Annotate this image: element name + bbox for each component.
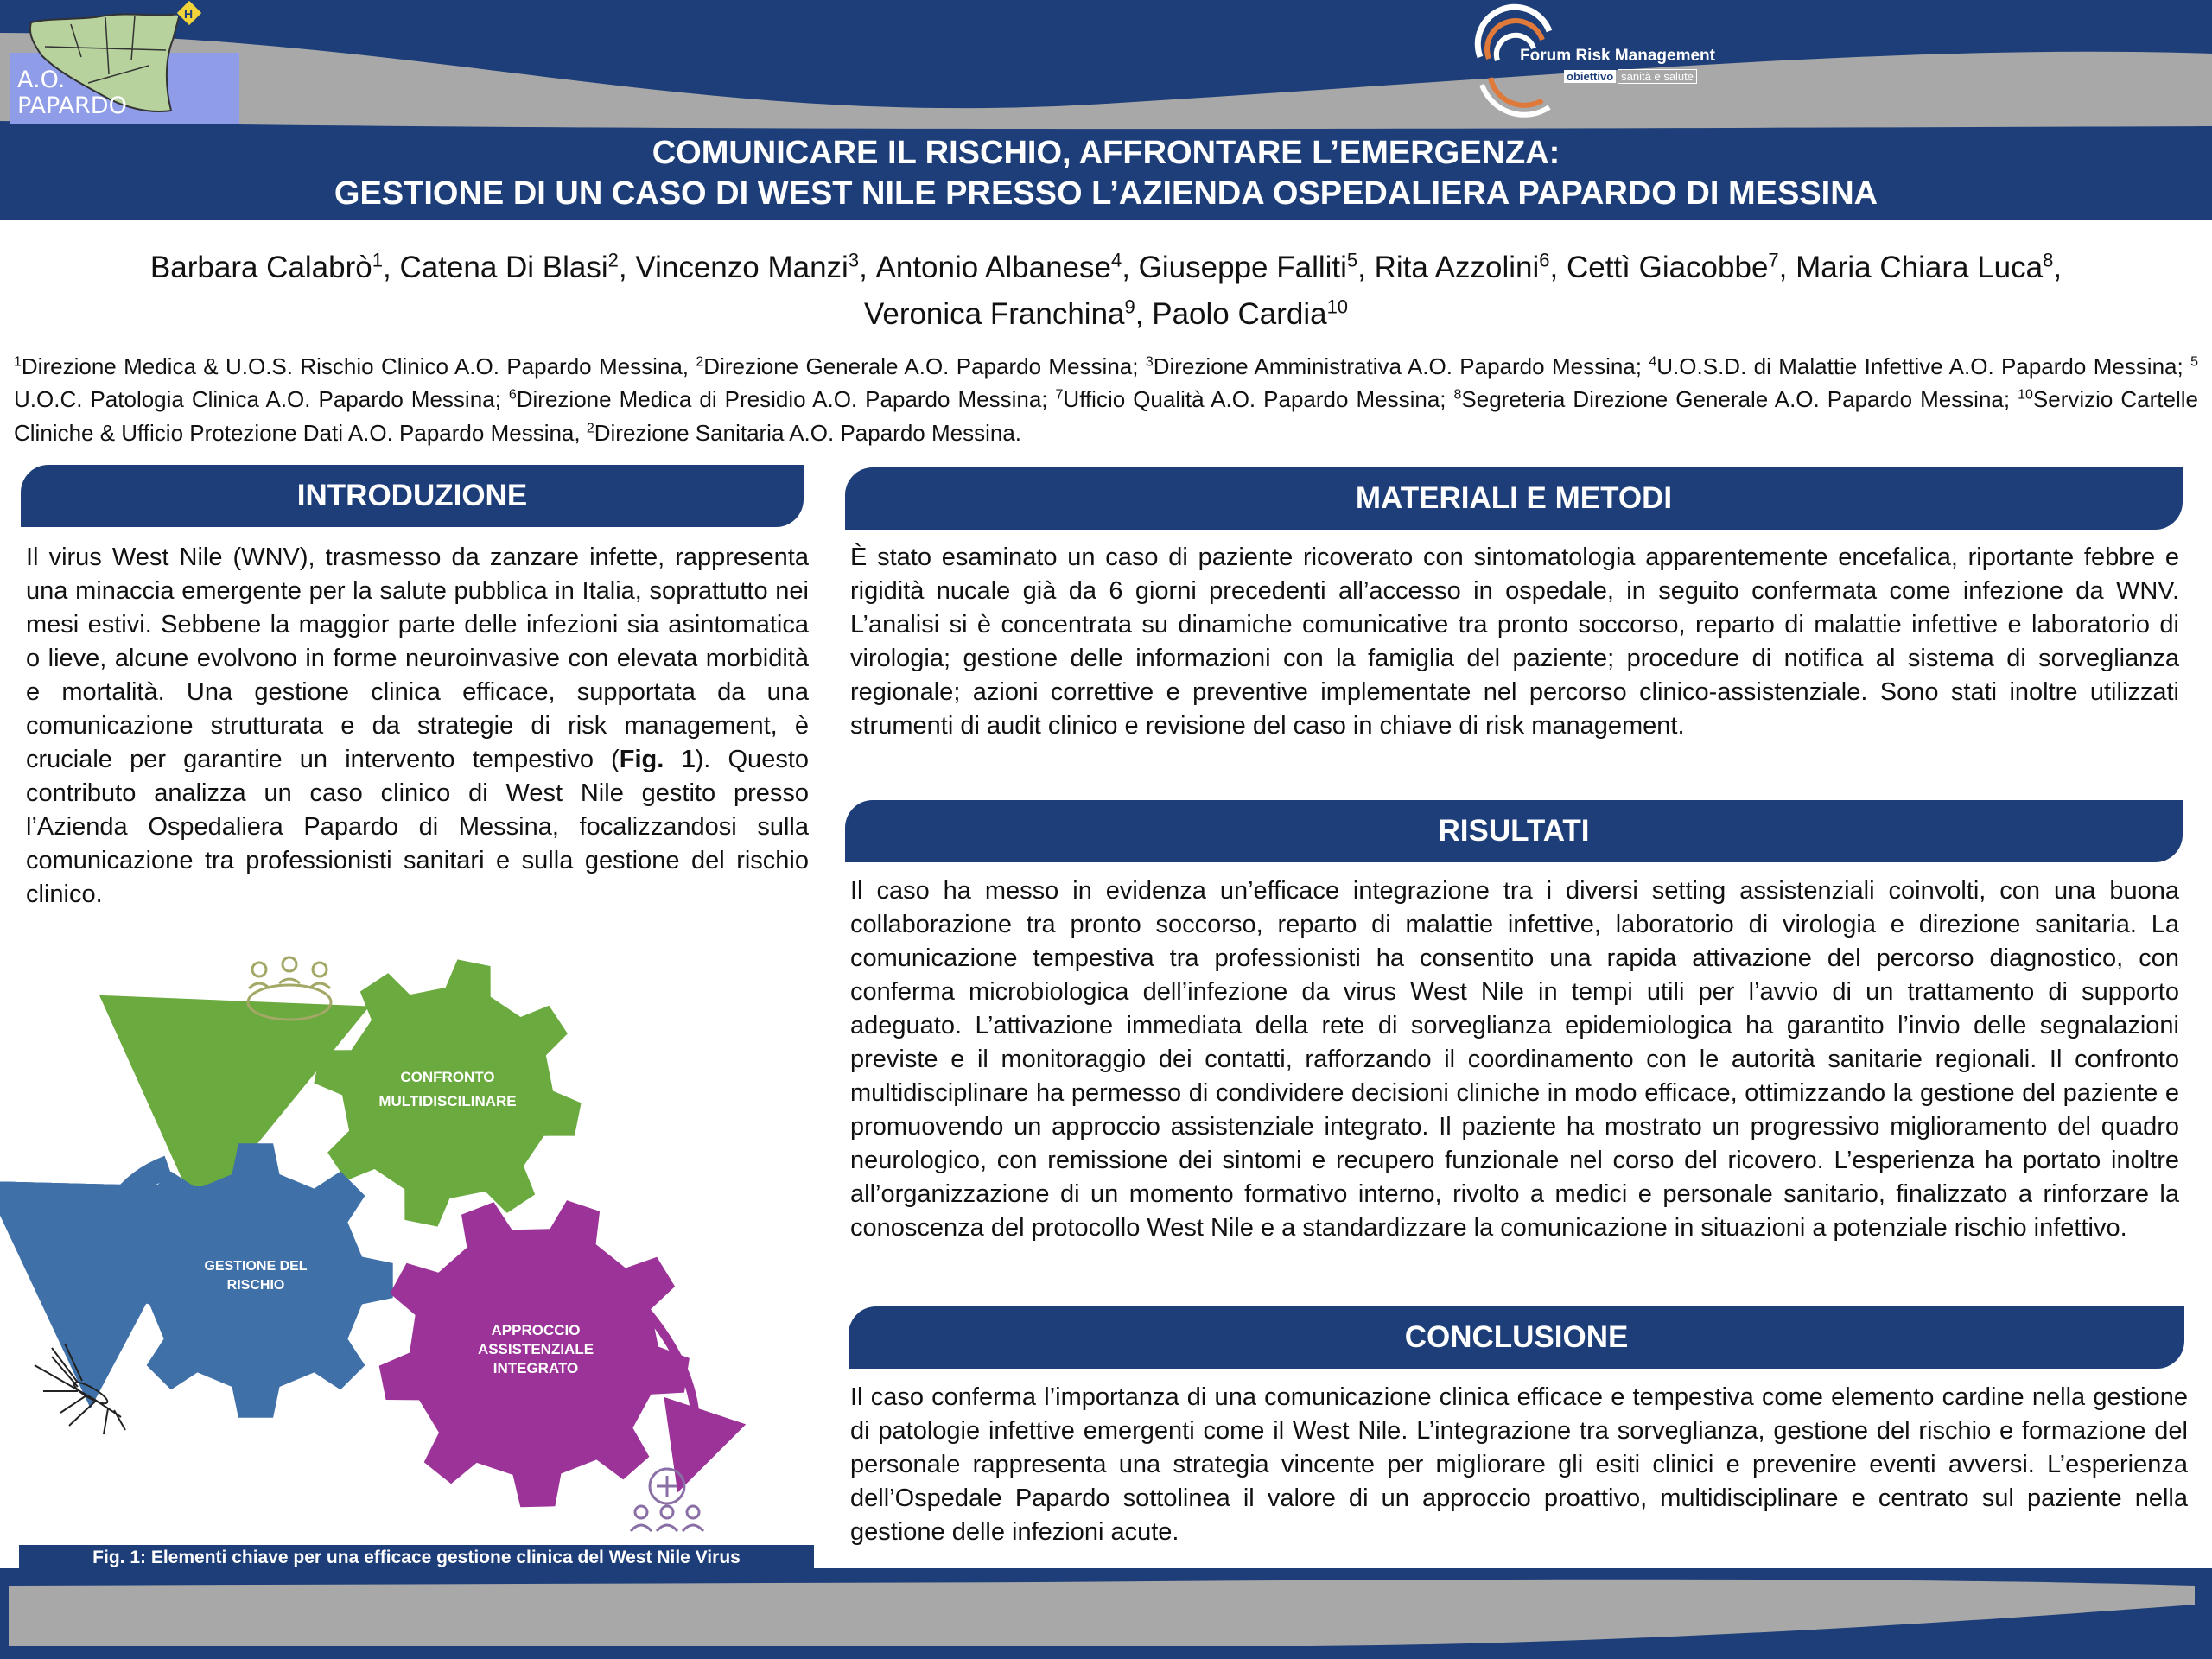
papardo-logo bbox=[10, 5, 239, 124]
conclusion-text: Il caso conferma l’importanza di una comunicazione clinica efficace e tempestiva come elemento cardine nella gestione di patologie infettive emergenti come il West Nile. L’integrazione tra sorveglianza, gestione del rischio e formazione del personale rappresenta una strategia vincente per migliorare gli esiti clinici e prevenire eventi avversi. L’esperienza dell’Ospedale Papardo sottolinea il valore di un approccio proattivo, multidisciplinare e centrato sul paziente nella gestione delle infezioni acute. bbox=[850, 1383, 2188, 1546]
forum-logo-name: Forum Risk Management bbox=[1520, 47, 1715, 65]
methods-text: È stato esaminato un caso di paziente ricoverato con sintomatologia apparentemente encefalica, riportante febbre e rigidità nucale già da 6 giorni precedenti all’accesso in ospedale, in seguito confermata come infezione da WNV. L’analisi si è concentrata su dinamiche comunicative tra pronto soccorso, reparto di malattie infettive e laboratorio di virologia; gestione delle informazioni con la famiglia del paziente; procedure di notifica al sistema di sorveglianza regionale; azioni correttive e preventive implementate nel percorso clinico-assistenziale. Sono stati inoltre utilizzati strumenti di audit clinico e revisione del caso in chiave di risk management. bbox=[850, 543, 2179, 740]
green-arrow bbox=[194, 1056, 259, 1136]
methods-heading: MATERIALI E METODI bbox=[845, 467, 2183, 530]
author: Vincenzo Manzi$^3$, bbox=[635, 249, 876, 284]
affiliation: $^2$Direzione Sanitaria A.O. Papardo Messina. bbox=[586, 419, 1022, 446]
footer-band bbox=[0, 1568, 2212, 1659]
author: Maria Chiara Luca$^8$, bbox=[1796, 249, 2063, 284]
gear-blue-label-1: GESTIONE DEL bbox=[204, 1259, 308, 1274]
affiliation: $^6$Direzione Medica di Presidio A.O. Papardo Messina; bbox=[508, 386, 1056, 413]
affiliation: $^2$Direzione Generale A.O. Papardo Messina; bbox=[696, 353, 1146, 379]
title-band bbox=[0, 131, 2212, 220]
gear-purple-label-1: APPROCCIO bbox=[491, 1322, 581, 1338]
svg-text:H: H bbox=[184, 7, 194, 21]
forum-logo-subtitle bbox=[1564, 70, 1697, 83]
author: Giuseppe Falliti$^5$, bbox=[1138, 249, 1375, 284]
results-heading: RISULTATI bbox=[845, 800, 2183, 862]
results-text: Il caso ha messo in evidenza un’efficace integrazione tra i diversi setting assistenziali coinvolti, con una buona collaborazione tra pronto soccorso, reparto di malattie infettive, laboratorio di virologia e direzione sanitaria. La comunicazione tempestiva tra professionisti ha consentito una rapida attivazione del percorso diagnostico, con conferma microbiologica dell’infezione da virus West Nile in tempi utili per l’avvio di un trattamento di supporto adeguato. L’attivazione immediata della rete di sorveglianza epidemiologica ha garantito l’invio delle segnalazioni previste e il monitoraggio dei contatti, rafforzando il coordinamento con le autorità sanitarie regionali. Il confronto multidisciplinare ha permesso di condividere decisioni cliniche in modo efficace, ottimizzando la gestione del paziente e promuovendo un approccio assistenziale integrato. Il paziente ha mostrato un progressivo miglioramento del quadro neurologico, con remissione dei sintomi e recupero funzionale nel corso del ricovero. L’esperienza ha portato inoltre all’organizzazione di un momento formativo interno, rivolto a medici e personale sanitario, finalizzato a rinforzare la conoscenza del protocollo West Nile e a standardizzare la comunicazione in situazioni a potenziale rischio infettivo. bbox=[850, 877, 2179, 1242]
papardo-logo-line1: A.O. bbox=[17, 67, 66, 93]
affiliation: $^3$Direzione Amministrativa A.O. Papardo Messina; bbox=[1145, 353, 1649, 379]
poster-title-line1: COMUNICARE IL RISCHIO, AFFRONTARE L’EMERGENZA: bbox=[652, 135, 1560, 171]
introduction-text: Il virus West Nile (WNV), trasmesso da zanzare infette, rappresenta una minaccia emergente per la salute pubblica in Italia, soprattutto nei mesi estivi. Sebbene la maggior parte delle infezioni sia asintomatica o lieve, alcune evolvono in forme neuroinvasive con elevata morbidità e mortalità. Una gestione clinica efficace, supportata da una comunicazione strutturata e da strategie di risk management, è cruciale per garantire un intervento tempestivo (Fig. 1). Questo contributo analizza un caso clinico di West Nile gestito presso l’Azienda Ospedaliera Papardo di Messina, focalizzandosi sulla comunicazione tra professionisti sanitari e sulla gestione del rischio clinico. bbox=[26, 543, 810, 908]
affiliation: $^5$ U.O.C. Patologia Clinica A.O. Papardo Messina; bbox=[14, 354, 2199, 413]
gear-purple-label-3: INTEGRATO bbox=[493, 1360, 579, 1376]
author: Rita Azzolini$^6$, bbox=[1374, 249, 1567, 284]
gear-blue-label-2: RISCHIO bbox=[226, 1278, 285, 1293]
affiliations bbox=[14, 347, 2198, 448]
author: Catena Di Blasi$^2$, bbox=[399, 249, 636, 284]
author: Barbara Calabrò$^1$, bbox=[149, 249, 400, 284]
poster-title-line2: GESTIONE DI UN CASO DI WEST NILE PRESSO L’AZIENDA OSPEDALIERA PAPARDO DI MESSINA bbox=[334, 175, 1878, 212]
author: Cettì Giacobbe$^7$, bbox=[1566, 249, 1796, 284]
forum-risk-management-logo bbox=[1465, 5, 1715, 113]
papardo-logo-text bbox=[17, 67, 127, 119]
figure-gears-diagram bbox=[17, 950, 821, 1547]
figure-caption: Fig. 1: Elementi chiave per una efficace gestione clinica del West Nile Virus bbox=[19, 1545, 814, 1571]
mosquito-icon bbox=[35, 1344, 125, 1434]
author-list bbox=[0, 240, 2212, 334]
papardo-logo-line2: PAPARDO bbox=[17, 92, 127, 119]
affiliation: $^{10}$Servizio Cartelle Cliniche & Ufficio Protezione Dati A.O. Papardo Messina, bbox=[14, 386, 2198, 446]
affiliation: $^8$Segreteria Direzione Generale A.O. Papardo Messina; bbox=[1453, 386, 2018, 413]
author: Paolo Cardia$^{10}$ bbox=[1152, 296, 1349, 332]
gear-green-label-2: MULTIDISCILINARE bbox=[378, 1093, 517, 1109]
gear-purple-label-2: ASSISTENZIALE bbox=[477, 1341, 594, 1357]
affiliation: $^4$U.O.S.D. di Malattie Infettive A.O. Papardo Messina; bbox=[1649, 353, 2191, 379]
healthcare-team-icon bbox=[631, 1469, 703, 1531]
forum-sub-1: obiettivo bbox=[1564, 70, 1616, 83]
meeting-table-icon bbox=[248, 957, 331, 1020]
forum-sub-2: sanità e salute bbox=[1618, 69, 1697, 84]
gear-green-label-1: CONFRONTO bbox=[400, 1069, 495, 1085]
affiliation: $^7$Ufficio Qualità A.O. Papardo Messina; bbox=[1055, 386, 1454, 413]
author: Antonio Albanese$^4$, bbox=[875, 249, 1139, 284]
introduction-heading: INTRODUZIONE bbox=[21, 465, 804, 527]
author: Veronica Franchina$^9$, bbox=[863, 296, 1153, 332]
affiliation: $^1$Direzione Medica & U.O.S. Rischio Clinico A.O. Papardo Messina, bbox=[14, 353, 696, 379]
header-wave bbox=[0, 0, 2212, 131]
conclusion-heading: CONCLUSIONE bbox=[849, 1306, 2184, 1369]
